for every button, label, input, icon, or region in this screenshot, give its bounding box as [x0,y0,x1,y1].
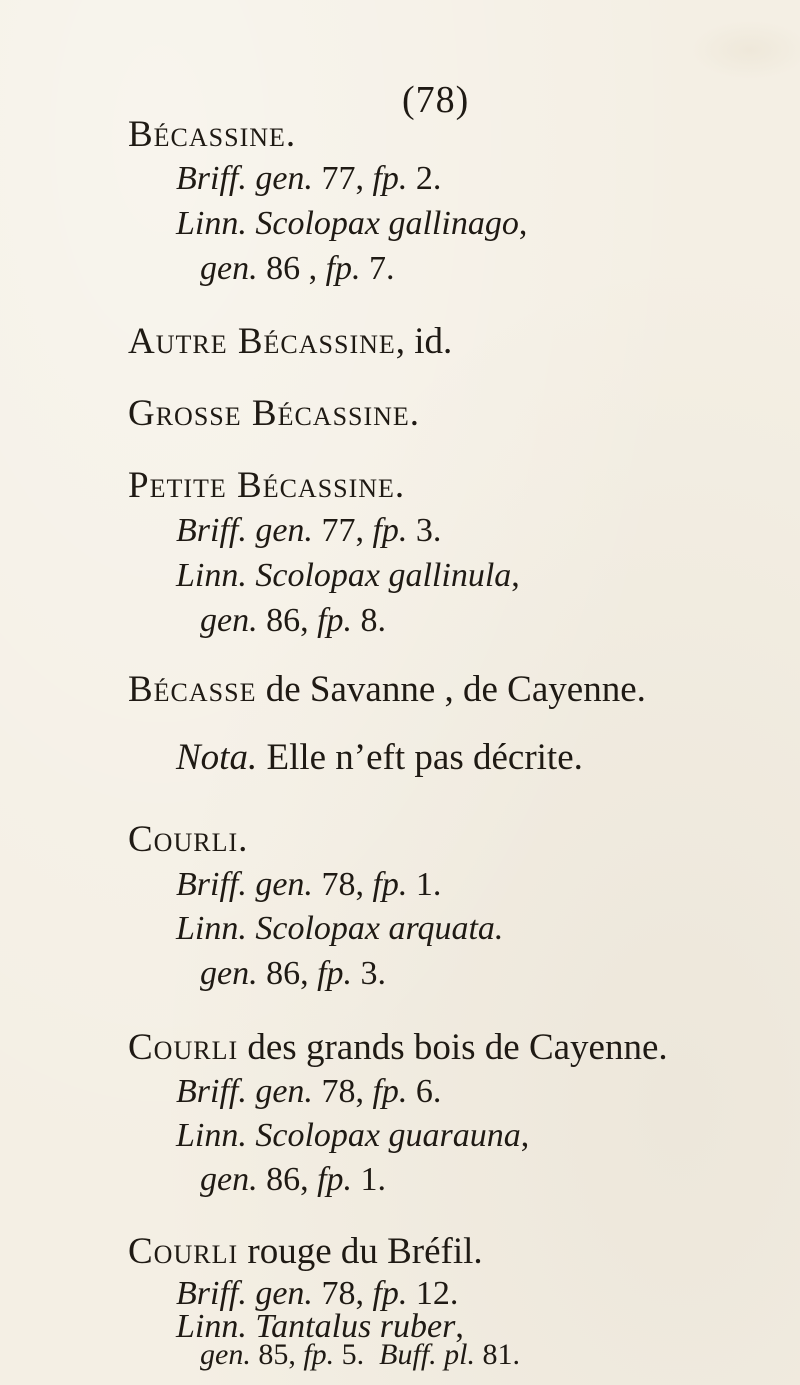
ref-line: Briff. gen. 77, fp. 3. [176,512,442,549]
ref-line: Linn. Tantalus ruber, [176,1308,464,1345]
entry-heading-grosse-becassine: Grosse Bécassine. [128,393,421,434]
ref-line: Briff. gen. 77, fp. 2. [176,160,442,197]
ref-line: gen. 85, fp. 5. Buff. pl. 81. [200,1338,521,1371]
ref-line: Linn. Scolopax gallinula, [176,557,520,594]
entry-heading-petite-becassine: Petite Bécassine. [128,465,406,506]
ref-line: gen. 86, fp. 1. [200,1161,387,1198]
ref-line: Linn. Scolopax arquata. [176,910,504,947]
ref-line: gen. 86, fp. 8. [200,602,387,639]
ref-line: gen. 86, fp. 3. [200,955,387,992]
entry-heading-courli-grands-bois: Courli des grands bois de Cayenne. [128,1027,668,1068]
ref-line: Linn. Scolopax gallinago, [176,205,528,242]
ref-line: Briff. gen. 78, fp. 12. [176,1275,459,1312]
entry-heading-becassine: Bécassine. [128,114,297,155]
entry-heading-courli: Courli. [128,819,249,860]
ref-line: Linn. Scolopax guarauna, [176,1117,530,1154]
paper-stain [690,20,800,80]
entry-heading-becasse-savanne: Bécasse de Savanne , de Cayenne. [128,669,646,710]
ref-line: gen. 86 , fp. 7. [200,250,395,287]
entry-heading-autre-becassine: Autre Bécassine, id. [128,321,453,362]
entry-heading-courli-rouge: Courli rouge du Bréfil. [128,1231,483,1272]
page-number: (78) [402,79,470,121]
nota-line: Nota. Elle n’eft pas décrite. [176,737,583,778]
ref-line: Briff. gen. 78, fp. 6. [176,1073,442,1110]
ref-line: Briff. gen. 78, fp. 1. [176,866,442,903]
